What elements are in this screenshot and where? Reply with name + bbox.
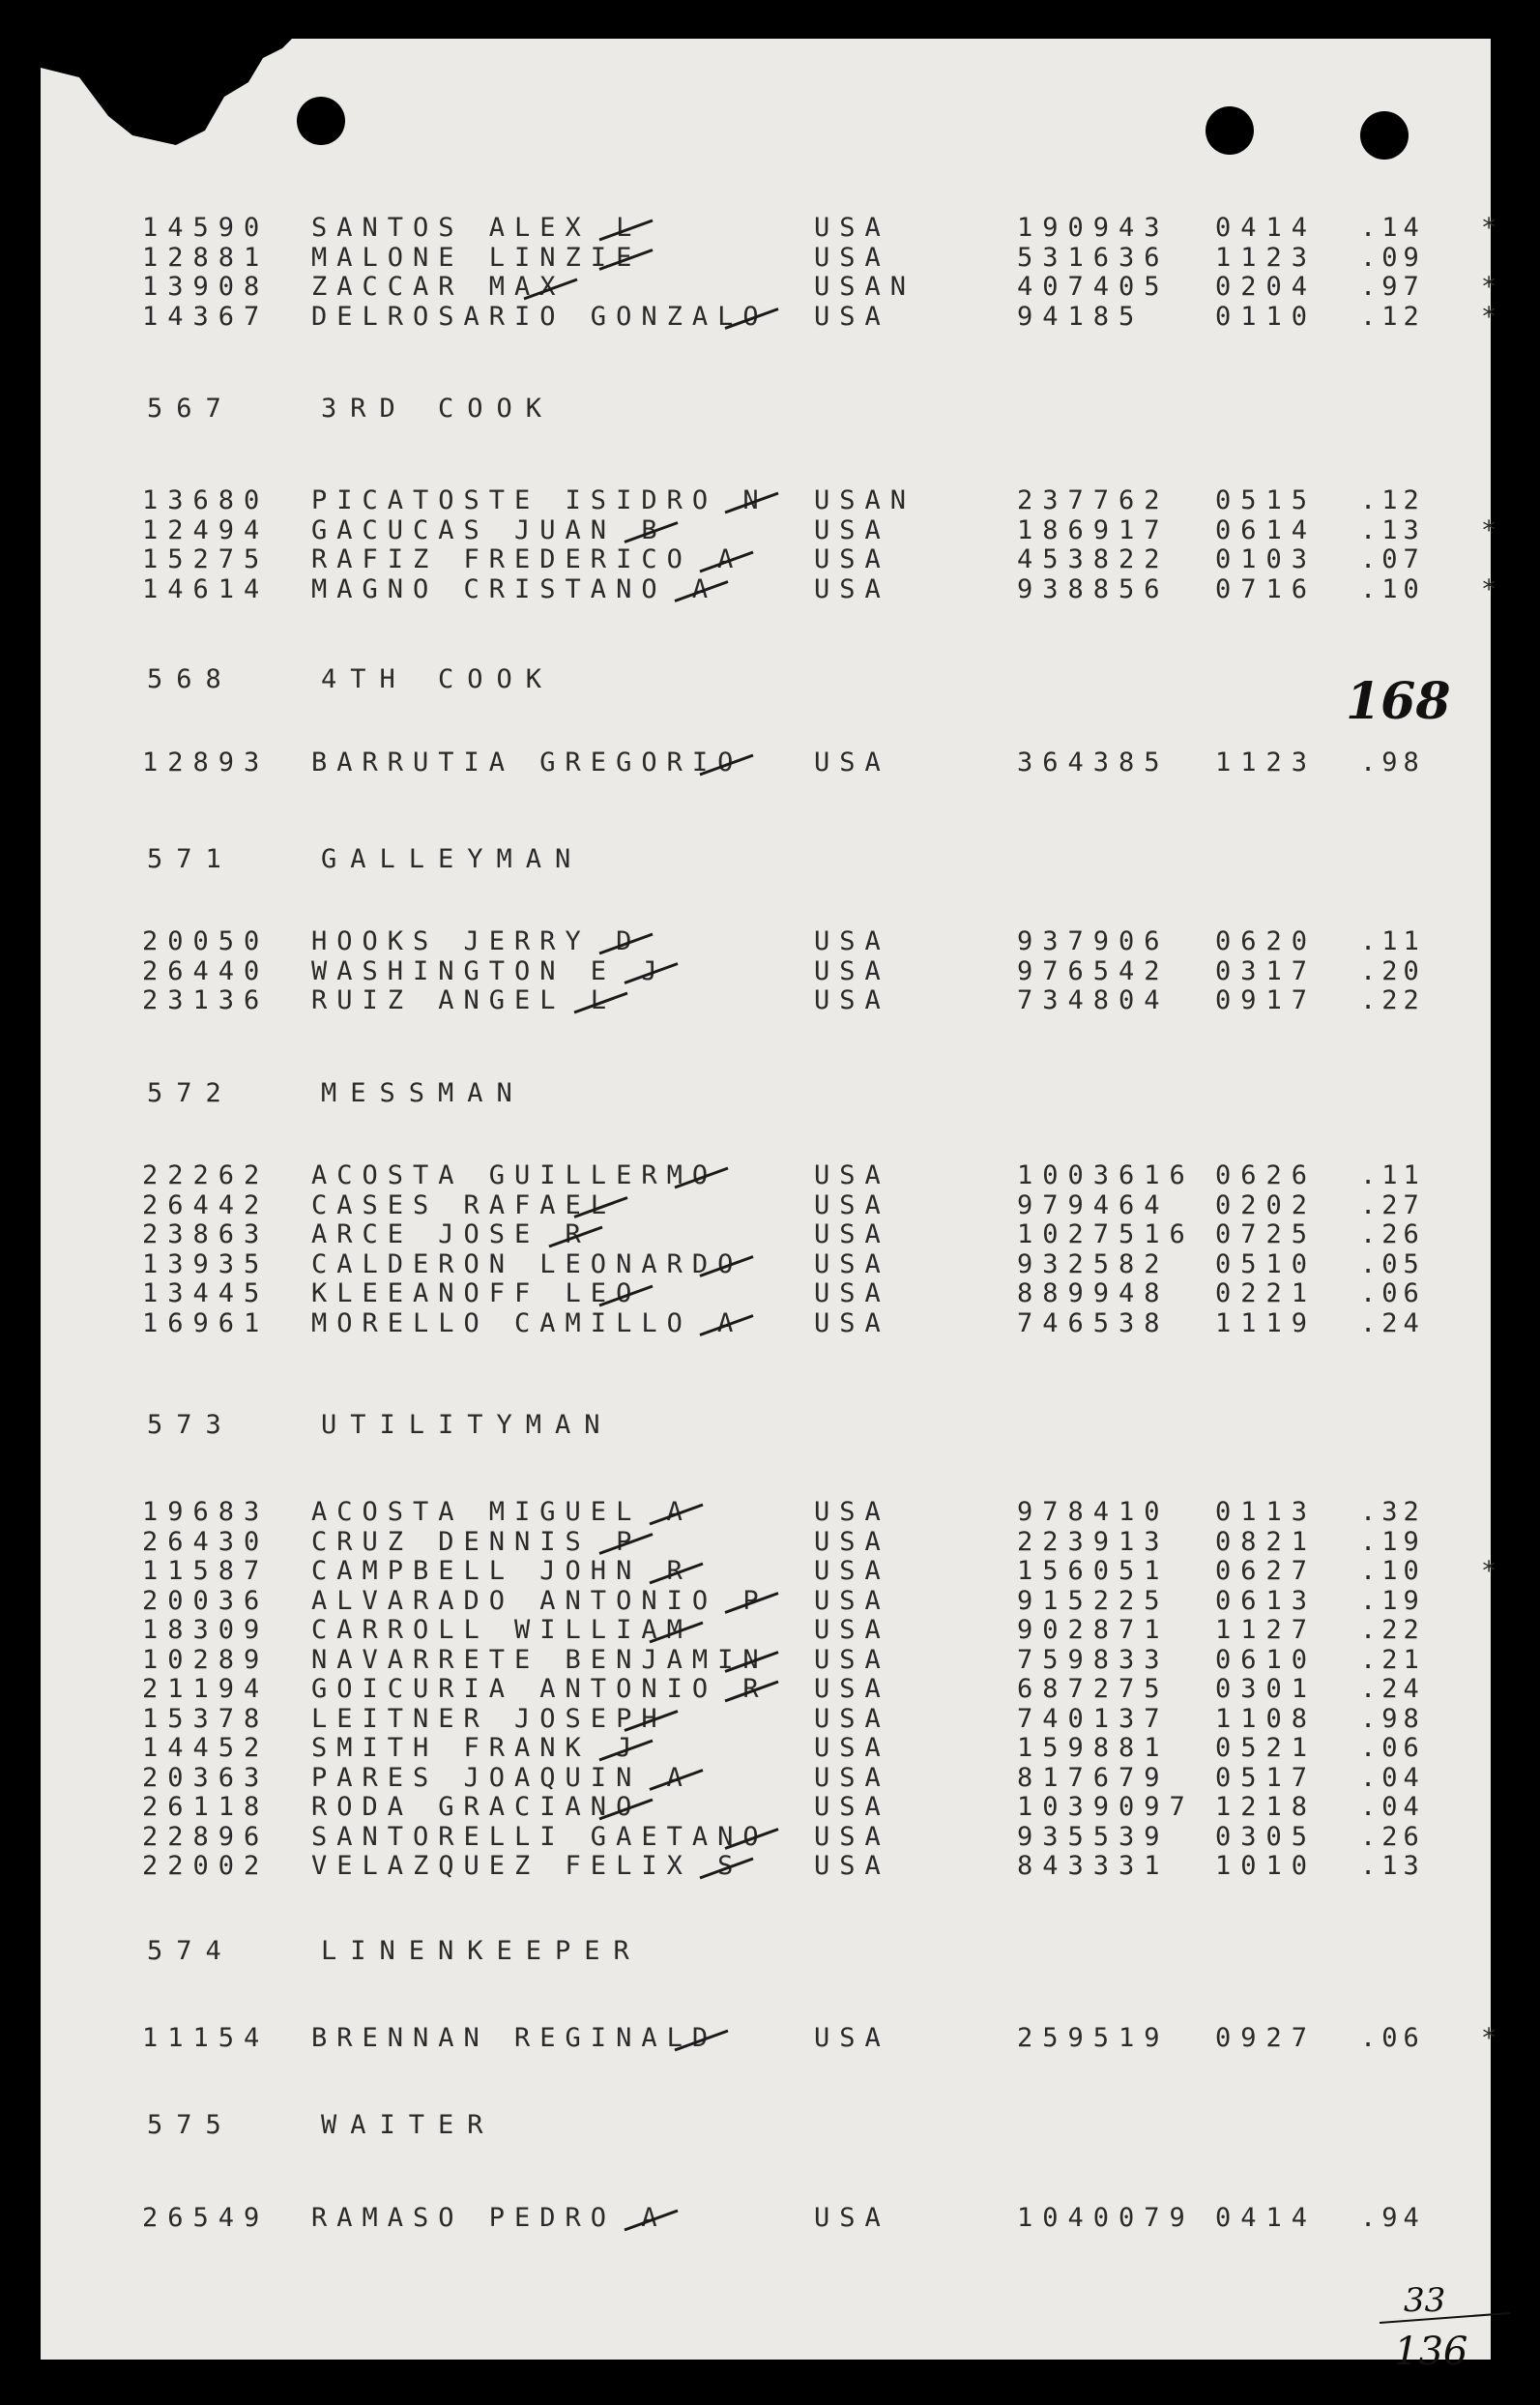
citizenship: USA <box>814 1792 890 1822</box>
employee-name: DELROSARIO GONZALO <box>311 301 769 332</box>
date-code: 1218 <box>1215 1792 1318 1822</box>
citizenship: USA <box>814 2023 890 2053</box>
employee-name: WASHINGTON E J <box>311 955 667 986</box>
employee-id: 15275 <box>142 544 270 574</box>
asterisk-mark: * <box>1481 1556 1507 1586</box>
section-title: MESSMAN <box>321 1078 526 1108</box>
date-code: 0613 <box>1215 1585 1318 1616</box>
citizenship: USA <box>814 1615 890 1645</box>
rate-value: .20 <box>1360 955 1425 986</box>
section-title: LINENKEEPER <box>321 1936 643 1966</box>
rate-value: .94 <box>1360 2203 1425 2233</box>
rate-value: .10 <box>1360 573 1425 604</box>
asterisk-mark: * <box>1481 573 1507 604</box>
rate-value: .10 <box>1360 1556 1425 1586</box>
citizenship: USA <box>814 1160 890 1190</box>
section-code: 573 <box>147 1410 235 1440</box>
citizenship: USA <box>814 544 890 574</box>
section-heading <box>147 1078 526 1108</box>
date-code: 1119 <box>1215 1307 1318 1338</box>
date-code: 0725 <box>1215 1219 1318 1249</box>
rate-value: .09 <box>1360 242 1425 273</box>
record-number: 159881 <box>1017 1733 1170 1763</box>
record-number: 915225 <box>1017 1585 1170 1616</box>
record-number: 1040079 <box>1017 2203 1195 2233</box>
record-number: 1039097 <box>1017 1792 1195 1822</box>
citizenship: USA <box>814 1278 890 1308</box>
date-code: 0301 <box>1215 1674 1318 1704</box>
employee-name: RAFIZ FREDERICO A <box>311 544 743 574</box>
record-number: 740137 <box>1017 1703 1170 1734</box>
section-code: 567 <box>147 394 235 424</box>
citizenship: USAN <box>814 272 916 302</box>
section-code: 568 <box>147 664 235 694</box>
record-number: 889948 <box>1017 1278 1170 1308</box>
citizenship: USAN <box>814 485 916 515</box>
employee-id: 20036 <box>142 1585 270 1616</box>
section-heading <box>147 2110 497 2140</box>
date-code: 1123 <box>1215 242 1318 273</box>
employee-name: ACOSTA GUILLERMO <box>311 1160 718 1190</box>
date-code: 0517 <box>1215 1762 1318 1793</box>
rate-value: .13 <box>1360 1851 1425 1881</box>
citizenship: USA <box>814 1762 890 1793</box>
record-number: 1003616 <box>1017 1160 1195 1190</box>
record-number: 237762 <box>1017 485 1170 515</box>
date-code: 1123 <box>1215 748 1318 777</box>
employee-name: MALONE LINZIE <box>311 242 642 273</box>
asterisk-mark: * <box>1481 213 1507 243</box>
date-code: 0927 <box>1215 2023 1318 2053</box>
citizenship: USA <box>814 985 890 1015</box>
date-code: 0610 <box>1215 1644 1318 1675</box>
employee-name: PICATOSTE ISIDRO N <box>311 485 769 515</box>
rate-value: .26 <box>1360 1219 1425 1249</box>
employee-id: 14367 <box>142 301 270 332</box>
fraction-top: 33 <box>1404 2281 1446 2320</box>
employee-id: 11154 <box>142 2023 270 2053</box>
employee-id: 14614 <box>142 573 270 604</box>
employee-id: 22896 <box>142 1821 270 1852</box>
asterisk-mark: * <box>1481 2023 1507 2053</box>
date-code: 0510 <box>1215 1248 1318 1279</box>
section-code: 572 <box>147 1078 235 1108</box>
employee-id: 16961 <box>142 1307 270 1338</box>
employee-name: ACOSTA MIGUEL A <box>311 1497 692 1527</box>
citizenship: USA <box>814 1851 890 1881</box>
citizenship: USA <box>814 2203 890 2233</box>
rate-value: .22 <box>1360 985 1425 1015</box>
citizenship: USA <box>814 1497 890 1527</box>
record-number: 223913 <box>1017 1526 1170 1557</box>
employee-name: RODA GRACIANO <box>311 1792 642 1822</box>
record-number: 453822 <box>1017 544 1170 574</box>
record-number: 843331 <box>1017 1851 1170 1881</box>
employee-name: RUIZ ANGEL L <box>311 985 617 1015</box>
record-number: 94185 <box>1017 301 1145 332</box>
employee-name: CASES RAFAEL <box>311 1189 617 1220</box>
document-page <box>41 39 1507 2374</box>
employee-name: BRENNAN REGINALD <box>311 2023 718 2053</box>
employee-id: 13908 <box>142 272 270 302</box>
section-code: 574 <box>147 1936 235 1966</box>
record-number: 407405 <box>1017 272 1170 302</box>
rate-value: .13 <box>1360 514 1425 545</box>
employee-name: PARES JOAQUIN A <box>311 1762 692 1793</box>
employee-name: ARCE JOSE R <box>311 1219 591 1249</box>
employee-name: LEITNER JOSEPH <box>311 1703 667 1734</box>
employee-name: CRUZ DENNIS P <box>311 1526 642 1557</box>
page-number-stamp: 168 <box>1346 672 1451 731</box>
record-number: 937906 <box>1017 926 1170 956</box>
employee-id: 12893 <box>142 748 270 777</box>
record-number: 935539 <box>1017 1821 1170 1852</box>
employee-name: CALDERON LEONARDO <box>311 1248 743 1279</box>
punch-hole <box>297 97 345 145</box>
section-title: GALLEYMAN <box>321 844 585 874</box>
record-number: 156051 <box>1017 1556 1170 1586</box>
record-number: 746538 <box>1017 1307 1170 1338</box>
rate-value: .19 <box>1360 1526 1425 1557</box>
section-title: 3RD COOK <box>321 394 556 424</box>
citizenship: USA <box>814 1674 890 1704</box>
employee-name: CAMPBELL JOHN R <box>311 1556 692 1586</box>
record-number: 531636 <box>1017 242 1170 273</box>
employee-name: NAVARRETE BENJAMIN <box>311 1644 769 1675</box>
rate-value: .12 <box>1360 485 1425 515</box>
date-code: 0305 <box>1215 1821 1318 1852</box>
rate-value: .26 <box>1360 1821 1425 1852</box>
employee-id: 12494 <box>142 514 270 545</box>
rate-value: .98 <box>1360 1703 1425 1734</box>
record-number: 734804 <box>1017 985 1170 1015</box>
citizenship: USA <box>814 242 890 273</box>
employee-id: 23136 <box>142 985 270 1015</box>
employee-id: 13445 <box>142 1278 270 1308</box>
rate-value: .24 <box>1360 1674 1425 1704</box>
employee-name: BARRUTIA GREGORIO <box>311 748 743 777</box>
date-code: 0414 <box>1215 213 1318 243</box>
citizenship: USA <box>814 1585 890 1616</box>
rate-value: .06 <box>1360 1278 1425 1308</box>
record-number: 976542 <box>1017 955 1170 986</box>
citizenship: USA <box>814 573 890 604</box>
fraction-bottom: 136 <box>1394 2330 1468 2374</box>
rate-value: .07 <box>1360 544 1425 574</box>
rate-value: .11 <box>1360 1160 1425 1190</box>
date-code: 0627 <box>1215 1556 1318 1586</box>
date-code: 1010 <box>1215 1851 1318 1881</box>
citizenship: USA <box>814 1556 890 1586</box>
date-code: 1108 <box>1215 1703 1318 1734</box>
rate-value: .06 <box>1360 1733 1425 1763</box>
record-number: 1027516 <box>1017 1219 1195 1249</box>
employee-name: VELAZQUEZ FELIX S <box>311 1851 743 1881</box>
section-code: 575 <box>147 2110 235 2140</box>
rate-value: .14 <box>1360 213 1425 243</box>
rate-value: .12 <box>1360 301 1425 332</box>
record-number: 978410 <box>1017 1497 1170 1527</box>
date-code: 0204 <box>1215 272 1318 302</box>
citizenship: USA <box>814 1307 890 1338</box>
date-code: 0716 <box>1215 573 1318 604</box>
citizenship: USA <box>814 1248 890 1279</box>
record-number: 902871 <box>1017 1615 1170 1645</box>
record-number: 979464 <box>1017 1189 1170 1220</box>
date-code: 1127 <box>1215 1615 1318 1645</box>
employee-id: 26118 <box>142 1792 270 1822</box>
punch-hole <box>1360 111 1409 160</box>
date-code: 0821 <box>1215 1526 1318 1557</box>
date-code: 0620 <box>1215 926 1318 956</box>
section-title: 4TH COOK <box>321 664 556 694</box>
employee-id: 13935 <box>142 1248 270 1279</box>
citizenship: USA <box>814 1821 890 1852</box>
citizenship: USA <box>814 1219 890 1249</box>
date-code: 0317 <box>1215 955 1318 986</box>
employee-id: 20050 <box>142 926 270 956</box>
rate-value: .11 <box>1360 926 1425 956</box>
employee-id: 10289 <box>142 1644 270 1675</box>
employee-id: 15378 <box>142 1703 270 1734</box>
employee-name: GOICURIA ANTONIO R <box>311 1674 769 1704</box>
section-title: UTILITYMAN <box>321 1410 614 1440</box>
asterisk-mark: * <box>1481 514 1507 545</box>
rate-value: .21 <box>1360 1644 1425 1675</box>
employee-id: 21194 <box>142 1674 270 1704</box>
section-title: WAITER <box>321 2110 497 2140</box>
employee-id: 26442 <box>142 1189 270 1220</box>
employee-id: 14452 <box>142 1733 270 1763</box>
employee-name: SANTOS ALEX L <box>311 213 642 243</box>
section-code: 571 <box>147 844 235 874</box>
date-code: 0221 <box>1215 1278 1318 1308</box>
record-number: 687275 <box>1017 1674 1170 1704</box>
section-heading <box>147 664 555 694</box>
citizenship: USA <box>814 1644 890 1675</box>
punch-hole <box>1206 106 1254 155</box>
date-code: 0110 <box>1215 301 1318 332</box>
citizenship: USA <box>814 955 890 986</box>
employee-id: 20363 <box>142 1762 270 1793</box>
employee-name: SANTORELLI GAETANO <box>311 1821 769 1852</box>
date-code: 0202 <box>1215 1189 1318 1220</box>
date-code: 0103 <box>1215 544 1318 574</box>
section-heading <box>147 1936 643 1966</box>
record-number: 186917 <box>1017 514 1170 545</box>
citizenship: USA <box>814 1703 890 1734</box>
rate-value: .97 <box>1360 272 1425 302</box>
rate-value: .19 <box>1360 1585 1425 1616</box>
rate-value: .32 <box>1360 1497 1425 1527</box>
employee-id: 22002 <box>142 1851 270 1881</box>
record-number: 364385 <box>1017 748 1170 777</box>
employee-name: SMITH FRANK J <box>311 1733 642 1763</box>
employee-id: 26549 <box>142 2203 270 2233</box>
citizenship: USA <box>814 1733 890 1763</box>
date-code: 0614 <box>1215 514 1318 545</box>
date-code: 0521 <box>1215 1733 1318 1763</box>
record-number: 190943 <box>1017 213 1170 243</box>
employee-name: KLEEANOFF LEO <box>311 1278 642 1308</box>
record-number: 932582 <box>1017 1248 1170 1279</box>
rate-value: .04 <box>1360 1762 1425 1793</box>
date-code: 0917 <box>1215 985 1318 1015</box>
employee-id: 11587 <box>142 1556 270 1586</box>
citizenship: USA <box>814 1526 890 1557</box>
citizenship: USA <box>814 1189 890 1220</box>
employee-name: GACUCAS JUAN B <box>311 514 667 545</box>
citizenship: USA <box>814 926 890 956</box>
date-code: 0626 <box>1215 1160 1318 1190</box>
employee-id: 13680 <box>142 485 270 515</box>
employee-name: MORELLO CAMILLO A <box>311 1307 743 1338</box>
employee-name: CARROLL WILLIAM <box>311 1615 692 1645</box>
employee-name: RAMASO PEDRO A <box>311 2203 667 2233</box>
employee-name: ZACCAR MAX <box>311 272 566 302</box>
date-code: 0515 <box>1215 485 1318 515</box>
citizenship: USA <box>814 213 890 243</box>
citizenship: USA <box>814 514 890 545</box>
torn-corner <box>41 39 292 155</box>
employee-id: 14590 <box>142 213 270 243</box>
employee-id: 12881 <box>142 242 270 273</box>
date-code: 0414 <box>1215 2203 1318 2233</box>
record-number: 938856 <box>1017 573 1170 604</box>
employee-id: 23863 <box>142 1219 270 1249</box>
employee-id: 19683 <box>142 1497 270 1527</box>
citizenship: USA <box>814 301 890 332</box>
section-heading <box>147 394 555 424</box>
date-code: 0113 <box>1215 1497 1318 1527</box>
employee-name: HOOKS JERRY D <box>311 926 642 956</box>
record-number: 759833 <box>1017 1644 1170 1675</box>
employee-id: 18309 <box>142 1615 270 1645</box>
rate-value: .24 <box>1360 1307 1425 1338</box>
rate-value: .05 <box>1360 1248 1425 1279</box>
employee-id: 26440 <box>142 955 270 986</box>
handwritten-fraction <box>1375 2273 1520 2389</box>
asterisk-mark: * <box>1481 272 1507 302</box>
record-number: 259519 <box>1017 2023 1170 2053</box>
rate-value: .04 <box>1360 1792 1425 1822</box>
rate-value: .98 <box>1360 748 1425 777</box>
rate-value: .27 <box>1360 1189 1425 1220</box>
rate-value: .22 <box>1360 1615 1425 1645</box>
asterisk-mark: * <box>1481 301 1507 332</box>
section-heading <box>147 844 584 874</box>
citizenship: USA <box>814 748 890 777</box>
employee-name: MAGNO CRISTANO A <box>311 573 718 604</box>
employee-id: 22262 <box>142 1160 270 1190</box>
rate-value: .06 <box>1360 2023 1425 2053</box>
section-heading <box>147 1410 614 1440</box>
record-number: 817679 <box>1017 1762 1170 1793</box>
employee-id: 26430 <box>142 1526 270 1557</box>
employee-name: ALVARADO ANTONIO P <box>311 1585 769 1616</box>
